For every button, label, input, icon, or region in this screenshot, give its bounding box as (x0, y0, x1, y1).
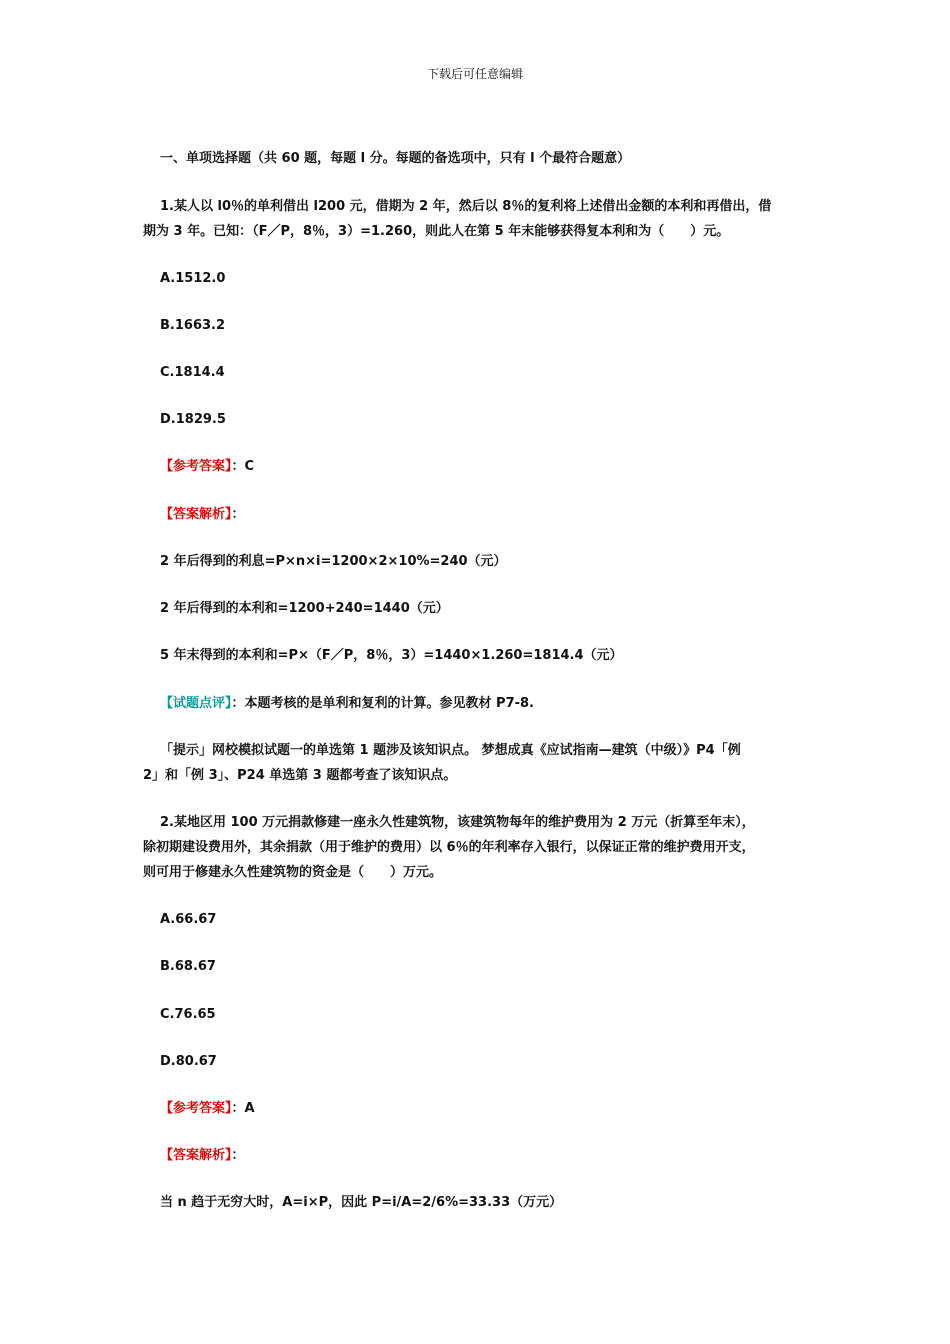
q2-stem-line2: 除初期建设费用外，其余捐款（用于维护的费用）以 6％的年利率存入银行，以保证正常的维护费用开支， (143, 840, 755, 855)
q1-analysis-colon: ： (231, 507, 245, 522)
q1-tip-line1: 「提示」网校模拟试题一的单选第 1 题涉及该知识点。 梦想成真《应试指南—建筑（中级）》P4「例 (160, 743, 741, 758)
q2-option-b: B.68.67 (160, 959, 216, 974)
q1-stem-line1: 1.某人以 l0％的单利借出 l200 元，借期为 2 年，然后以 8％的复利将上述借出金额的本利和再借出，借 (160, 199, 772, 214)
q2-analysis-line1: 当 n 趋于无穷大时，A=i×P，因此 P=i/A=2/6%=33.33（万元） (160, 1195, 563, 1210)
q1-option-b: B.1663.2 (160, 318, 226, 333)
q2-analysis-heading (160, 1147, 245, 1165)
q2-analysis-tag: 【答案解析】 (160, 1148, 232, 1163)
q1-comment-text: ：本题考核的是单利和复利的计算。参见教材 P7-8. (231, 696, 534, 711)
q1-answer-tag: 【参考答案】 (160, 459, 232, 474)
q1-option-a: A.1512.0 (160, 271, 226, 286)
q1-comment (160, 695, 534, 713)
q1-analysis-line3: 5 年末得到的本利和=P×（F／P，8％，3）=1440×1.260=1814.4（元） (160, 648, 623, 663)
q2-analysis-colon: ： (231, 1148, 245, 1163)
q1-comment-tag: 【试题点评】 (160, 696, 232, 711)
q2-answer-value: ：A (231, 1101, 255, 1116)
q1-analysis-line2: 2 年后得到的本利和=1200+240=1440（元） (160, 601, 449, 616)
q2-option-c: C.76.65 (160, 1007, 216, 1022)
q2-answer-tag: 【参考答案】 (160, 1101, 232, 1116)
q2-stem-line1: 2.某地区用 100 万元捐款修建一座永久性建筑物，该建筑物每年的维护费用为 2 万元（折算至年末）， (160, 815, 755, 830)
q2-option-a: A.66.67 (160, 912, 217, 927)
q2-option-d: D.80.67 (160, 1054, 217, 1069)
q1-answer (160, 458, 254, 476)
q1-analysis-heading (160, 506, 245, 524)
q1-stem-line2: 期为 3 年。已知：（F／P，8％，3）=1.260，则此人在第 5 年末能够获得复本利和为（ ）元。 (143, 224, 730, 239)
q1-analysis-tag: 【答案解析】 (160, 507, 232, 522)
q2-stem-line3: 则可用于修建永久性建筑物的资金是（ ）万元。 (143, 865, 443, 880)
q1-analysis-line1: 2 年后得到的利息=P×n×i=1200×2×10%=240（元） (160, 554, 507, 569)
q1-option-c: C.1814.4 (160, 365, 225, 380)
section-title: 一、单项选择题（共 60 题，每题 l 分。每题的备选项中，只有 l 个最符合题意） (160, 151, 631, 166)
q1-option-d: D.1829.5 (160, 412, 226, 427)
page-header: 下载后可任意编辑 (426, 67, 523, 81)
q2-answer (160, 1100, 255, 1118)
q1-answer-value: ：C (231, 459, 255, 474)
q1-tip-line2: 2」和「例 3」、P24 单选第 3 题都考查了该知识点。 (143, 768, 457, 783)
